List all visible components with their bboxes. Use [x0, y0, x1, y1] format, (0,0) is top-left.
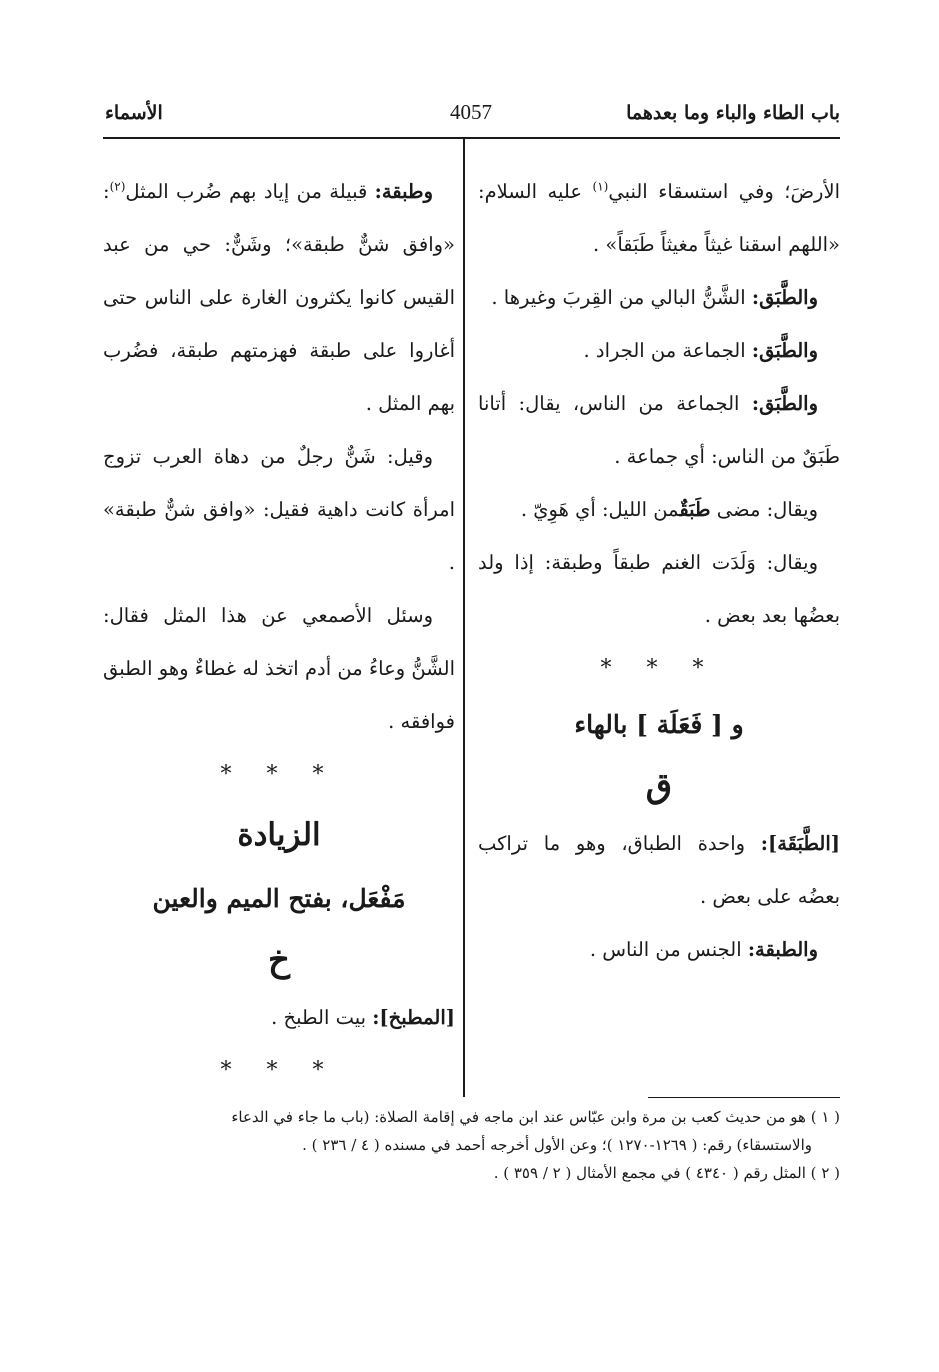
- entry-jarad: [478, 324, 840, 377]
- chapter-title: باب الطاء والباء وما بعدهما: [626, 102, 840, 124]
- footnote-ref-2[interactable]: (٢): [109, 179, 126, 194]
- pattern-heading: مَفْعَل، بفتح الميم والعين: [152, 884, 406, 913]
- pattern-heading: و [ فَعَلَة ] بالهاء: [574, 710, 744, 739]
- footnote-1: ( ١ ) هو من حديث كعب بن مرة وابن عبّاس عند ابن ماجه في إقامة الصلاة: (باب ما جاء في الدعاء: [231, 1108, 840, 1126]
- entry-term: [الطَّبَقَة]:: [760, 832, 841, 855]
- letter-heading: ق: [645, 766, 673, 806]
- header-rule: [103, 137, 840, 139]
- section-separator: * * *: [220, 1058, 338, 1083]
- running-header: [105, 98, 840, 134]
- entry-asmai: [103, 589, 455, 748]
- entry-term: والطَّبَق:: [751, 286, 818, 309]
- entry-shann-man: [103, 430, 455, 589]
- entry-term: والطَّبَق:: [751, 339, 818, 362]
- entry-definition: : «وافق شنٌّ طبقة»؛ وشَنٌّ: حي من عبد القيس كانوا يكثرون الغارة على الناس حتى أغاروا على طبقة فهزمتهم طبقة، فضُرب بهم المثل .: [103, 180, 455, 415]
- entry-definition: ويقال: وَلَدَت الغنم طبقاً وطبقة: إذا ولد بعضُها بعد بعض .: [478, 551, 840, 627]
- entry-jins: [478, 923, 840, 976]
- entry-definition: وقيل: شَنٌّ رجلٌ من دهاة العرب تزوج امرأة كانت داهية فقيل: «وافق شنٌّ طبقة» .: [103, 445, 455, 574]
- entry-tabaqa-tribe: [103, 165, 455, 430]
- entry-layl: [478, 483, 840, 536]
- footnote-rule: [648, 1097, 840, 1098]
- entry-definition: الشَّنُّ البالي من القِربَ وغيرها .: [491, 286, 746, 309]
- entry-definition: الجماعة من الجراد .: [583, 339, 746, 362]
- column-divider: [463, 139, 465, 1097]
- paragraph-istisqa: [478, 165, 840, 271]
- footnotes: [100, 1103, 840, 1187]
- entry-definition: بيت الطبخ .: [271, 1006, 367, 1029]
- paragraph-text: عليه السلام: «اللهم اسقنا غيثاً مغيثاً طَبَقاً» .: [478, 180, 840, 256]
- entry-term: والطَّبَق:: [751, 392, 818, 415]
- entry-definition: وسئل الأصمعي عن هذا المثل فقال: الشَّنُّ وعاءُ من أدم اتخذ له غطاءٌ وهو الطبق فوافقه .: [103, 604, 455, 733]
- entry-ghanam: [478, 536, 840, 642]
- entry-definition: من الليل: أي هَوِيّ .: [520, 498, 680, 521]
- section-title: الأسماء: [105, 102, 163, 124]
- entry-tabaqa: [478, 817, 840, 923]
- entry-definition: قبيلة من إياد بهم ضُرب المثل: [125, 180, 368, 203]
- letter-heading: خ: [268, 940, 290, 980]
- entry-shann: [478, 271, 840, 324]
- entry-nas: [478, 377, 840, 483]
- entry-definition: الجماعة من الناس، يقال: أتانا طَبَقٌ من الناس: أي جماعة .: [478, 392, 840, 468]
- footnote-ref-1[interactable]: (١): [592, 179, 609, 194]
- entry-term: طَبَقٌ: [679, 498, 711, 521]
- entry-term: [المطبخ]:: [372, 1006, 455, 1029]
- entry-definition: واحدة الطباق، وهو ما تراكب بعضُه على بعض .: [478, 832, 840, 908]
- section-heading-ziyada: الزيادة: [237, 817, 321, 853]
- footnote-2: ( ٢ ) المثل رقم ( ٤٣٤٠ ) في مجمع الأمثال ( ٢ / ٣٥٩ ) .: [493, 1164, 840, 1182]
- footnote-1-continued: والاستسقاء) رقم: ( ١٢٦٩-١٢٧٠ )؛ وعن الأول أخرجه أحمد في مسنده ( ٤ / ٢٣٦ ) .: [302, 1136, 812, 1154]
- entry-term: والطبقة:: [747, 938, 818, 961]
- entry-definition: الجنس من الناس .: [589, 938, 742, 961]
- section-separator: * * *: [600, 656, 718, 681]
- paragraph-text: الأرضَ؛ وفي استسقاء النبي: [608, 180, 840, 203]
- entry-term: وطبقة:: [374, 180, 433, 203]
- page-number: 4057: [450, 100, 492, 124]
- left-column: [103, 165, 455, 1097]
- right-column: [478, 165, 840, 976]
- section-separator: * * *: [220, 762, 338, 787]
- entry-matbakh: [103, 991, 455, 1044]
- entry-definition: ويقال: مضى: [716, 498, 818, 521]
